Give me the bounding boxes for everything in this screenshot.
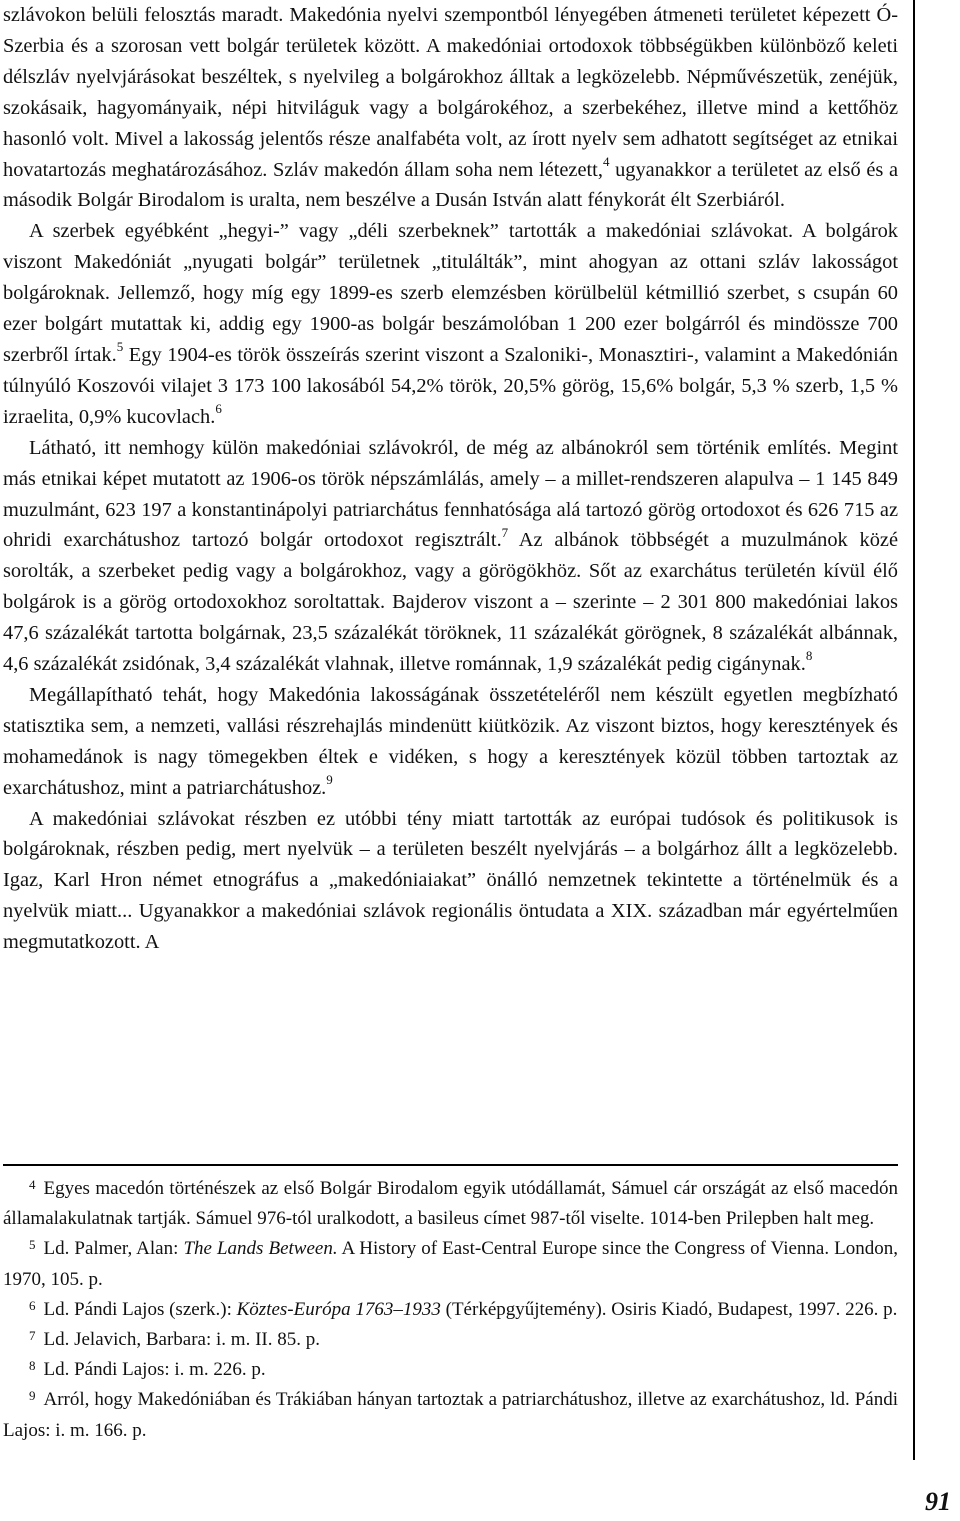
footnote-text: Ld. Pándi Lajos (szerk.): — [43, 1298, 237, 1320]
footnote-text: Egyes macedón történészek az első Bolgár Birodalom egyik utódállamát, Sámuel cár országát az első macedón államalakulatnak tartják. Sámuel 976-tól uralkodott, a basileus címet 987-től viselte. 1014-ben Prilepben halt meg. — [3, 1178, 898, 1230]
footnote-ref-6[interactable]: 6 — [215, 400, 222, 416]
footnote-ref-5[interactable]: 5 — [116, 339, 124, 355]
paragraph-text: Látható, itt nemhogy külön makedóniai szlávokról, de még az albánokról sem történik említés. Megint más etnikai képet mutatott az 1906-os török népszámlálás, amely – a millet-rendszeren alapulva – 1 145 849 muzulmánt, 623 197 a konstantinápolyi patriarchátus fennhatósága alá tartozó görög ortodoxot és 626 715 az ohridi exarchátushoz tartozó bolgár ortodoxot regisztrált. — [3, 436, 898, 552]
footnote-ref-9[interactable]: 9 — [326, 771, 333, 787]
footnote-number: 9 — [29, 1388, 36, 1404]
paragraph — [3, 433, 898, 680]
footnote-9 — [3, 1385, 898, 1445]
footnote-text: Ld. Pándi Lajos: i. m. 226. p. — [43, 1359, 266, 1381]
footnote-text: Arról, hogy Makedóniában és Trákiában hányan tartoztak a patriarchátushoz, illetve az exarchátushoz, ld. Pándi Lajos: i. m. 166. p. — [3, 1389, 898, 1441]
footnote-4 — [3, 1174, 898, 1234]
footnote-number: 4 — [29, 1177, 36, 1192]
paragraph — [3, 680, 898, 804]
paragraph-text: ugyanakkor a területet az első és a második Bolgár Birodalom is uralta, nem beszélve a Dusán István alatt fénykorát élt Szerbiáról. — [3, 158, 898, 212]
paragraph-text: szlávokon belüli felosztás maradt. Makedónia nyelvi szempontból lényegében átmeneti területet képezett Ó-Szerbia és a szorosan vett bolgár területek között. A makedóniai ortodoxok többségükben különböző keleti délszláv nyelvjárásokat beszéltek, s nyelvileg a bolgárokhoz álltak a legközelebb. Népművészetük, zenéjük, szokásaik, hagyományaik, népi hitviláguk vagy a bolgárokéhoz, a szerbekéhez, illetve mind a kettőhöz hasonló volt. Mivel a lakosság jelentős része analfabéta volt, az írott nyelv sem adhatott segítséget az etnikai hovatartozás meghatározásához. Szláv makedón állam soha nem létezett, — [3, 4, 898, 181]
footnote-text: Ld. Jelavich, Barbara: i. m. II. 85. p. — [43, 1329, 320, 1351]
main-text — [3, 0, 898, 958]
footnote-number: 5 — [29, 1237, 36, 1253]
footnote-text: (Térképgyűjtemény). Osiris Kiadó, Budapest, 1997. 226. p. — [440, 1298, 898, 1320]
footnote-text: Ld. Palmer, Alan: — [43, 1238, 184, 1260]
footnote-title: Köztes-Európa 1763–1933 — [236, 1298, 441, 1320]
footnote-number: 6 — [29, 1297, 36, 1313]
footnote-8 — [3, 1355, 898, 1385]
footnote-ref-8[interactable]: 8 — [805, 648, 813, 664]
paragraph — [3, 216, 898, 432]
footnote-ref-4[interactable]: 4 — [602, 153, 610, 169]
paragraph — [3, 804, 898, 959]
paragraph — [3, 0, 898, 216]
footnote-text: A History of East-Central Europe since the Congress of Vienna. London, 1970, 105. p. — [3, 1238, 899, 1290]
paragraph-text: Egy 1904-es török összeírás szerint viszont a Szaloniki-, Monasztiri-, valamint a Makedónián túlnyúló Koszovói vilajet 3 173 100 lakosából 54,2% török, 20,5% görög, 15,6% bolgár, 5,3 % szerb, 1,5 % izraelita, 0,9% kucovlach. — [3, 343, 898, 428]
paragraph-text: A makedóniai szlávokat részben ez utóbbi tény miatt tartották az európai tudósok és politikusok is bolgároknak, részben pedig, mert nyelvük – a területen beszélt nyelvjárás – a bolgárhoz állt a legközelebb. Igaz, Karl Hron német etnográfus a „makedóniaiakat” önálló nemzetnek tekintette a történelmük és a nyelvük miatt... Ugyanakkor a makedóniai szlávok regionális öntudata a XIX. században már egyértelműen megmutatkozott. A — [3, 807, 898, 954]
footnote-5 — [3, 1234, 898, 1294]
footnote-ref-7[interactable]: 7 — [501, 524, 509, 540]
paragraph-text: A szerbek egyébként „hegyi-” vagy „déli szerbeknek” tartották a makedóniai szlávokat. A bolgárok viszont Makedóniát „nyugati bolgár” területnek „titulálták”, mint ahogyan az ottani szláv lakosságot bolgároknak. Jellemző, hogy míg egy 1899-es szerb elemzésben körülbelül kétmillió szerbet, s csupán 60 ezer bolgárt mutattak ki, addig egy 1900-as bolgár beszámolóban 1 200 ezer bolgárról és mindössze 700 szerbről írtak. — [3, 220, 898, 366]
footnote-number: 8 — [29, 1358, 36, 1374]
footnotes — [3, 1174, 898, 1446]
footnote-number: 7 — [29, 1328, 36, 1344]
footnote-6 — [3, 1295, 898, 1325]
footnote-title: The Lands Between. — [183, 1238, 338, 1260]
paragraph-text: Megállapítható tehát, hogy Makedónia lakosságának összetételéről nem készült egyetlen megbízható statisztika sem, a nemzeti, vallási részrehajlás mindenütt kiütközik. Az viszont biztos, hogy keresztények és mohamedánok is nagy tömegekben éltek e vidéken, s hogy a keresztények közül többen tartoztak az exarchátushoz, mint a patriarchátushoz. — [3, 683, 898, 799]
footnote-7 — [3, 1325, 898, 1355]
footnote-separator — [3, 1164, 898, 1166]
page-margin-rule — [913, 0, 915, 1460]
page-number: 91 — [925, 1487, 951, 1516]
paragraph-text: Az albánok többségét a muzulmánok közé sorolták, a szerbeket pedig vagy a bolgárokhoz, vagy a görögökhöz. Sőt az exarchátus területén kívül élő bolgárok is a görög ortodoxokhoz soroltattak. Bajderov viszont a – szerinte – 2 301 800 makedóniai lakos 47,6 százalékát tartotta bolgárnak, 23,5 százalékát töröknek, 11 százalékát görögnek, 8 százalékát albánnak, 4,6 százalékát zsidónak, 3,4 százalékát vlahnak, illetve románnak, 1,9 százalékát pedig cigánynak. — [3, 529, 898, 676]
